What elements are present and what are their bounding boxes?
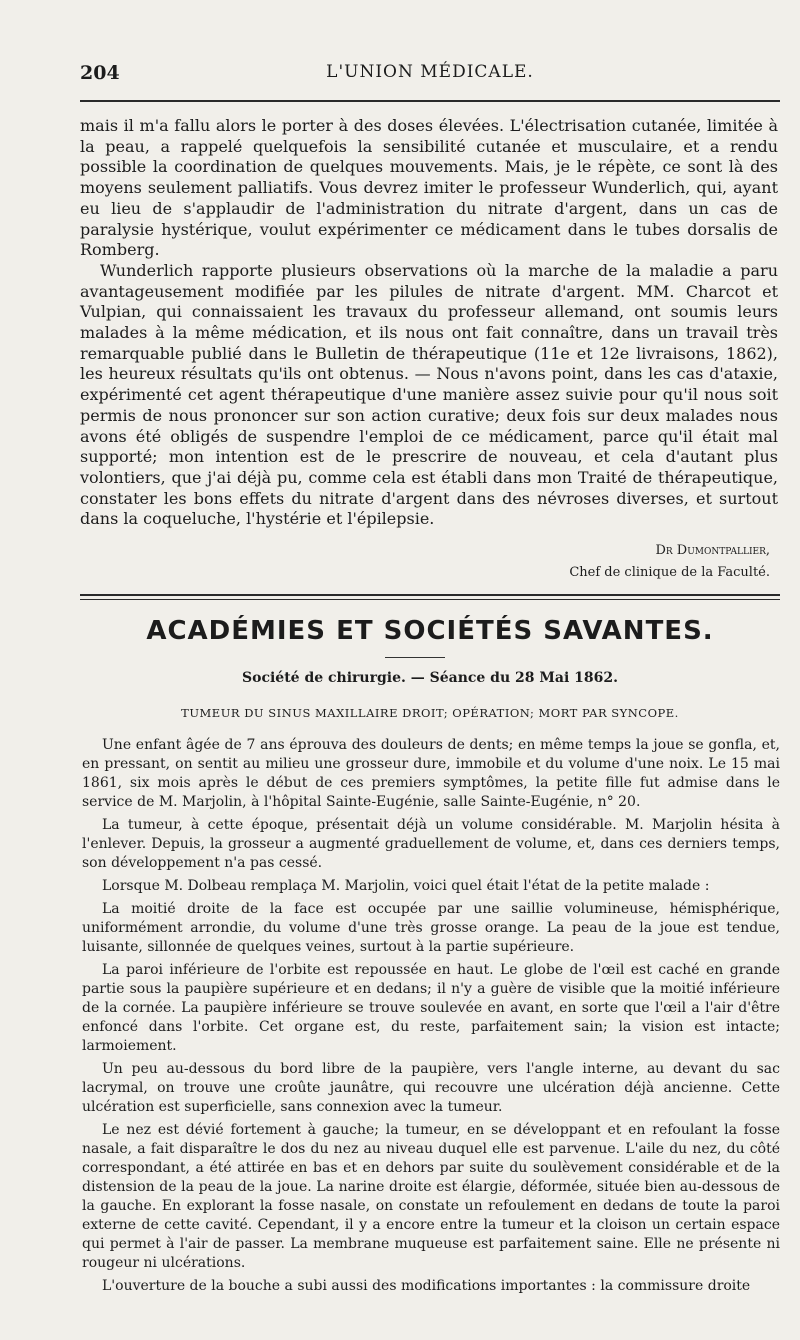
case-paragraph: La moitié droite de la face est occupée par une saillie volumineuse, hémisphérique, uniformément arrondie, du volume d'une très grosse orange. La peau de la joue est tendue, luisante, sillonnée de quelques veines, surtout à la partie supérieure.: [82, 901, 780, 955]
article-paragraph: Wunderlich rapporte plusieurs observations où la marche de la maladie a paru avantageusement modifiée par les pilules de nitrate d'argent. MM. Charcot et Vulpian, qui connaissaient les travaux du professeur allemand, ont soumis leurs malades à la même médication, et ils nous ont fait connaître, dans un travail très remarquable publié dans le Bulletin de thérapeutique (11e et 12e livraisons, 1862), les heureux résultats qu'ils ont obtenus. — Nous n'avons point, dans les cas d'ataxie, expérimenté cet agent thérapeutique d'une manière assez suivie pour qu'il nous soit permis de nous prononcer sur son action curative; deux fois sur deux malades nous avons été obligés de suspendre l'emploi de ce médicament, parce qu'il était mal supporté; mon intention est de le prescrire de nouveau, et cela d'autant plus volontiers, que j'ai déjà pu, comme cela est établi dans mon Traité de thérapeutique, constater les bons effets du nitrate d'argent dans des névroses diverses, et surtout dans la coqueluche, l'hystérie et l'épilepsie.: [80, 260, 778, 529]
case-paragraph: La paroi inférieure de l'orbite est repoussée en haut. Le globe de l'œil est caché en grande partie sous la paupière supérieure et en dedans; il n'y a guère de visible que la moitié inférieure de la cornée. La paupière inférieure se trouve soulevée en avant, en sorte que l'œil a l'air d'être enfoncé dans l'orbite. Cet organe est, du reste, parfaitement sain; la vision est intacte; larmoiement.: [82, 962, 780, 1054]
signature-name: Dr Dumontpallier,: [655, 543, 770, 558]
section-divider: [385, 657, 445, 658]
page-header: [80, 62, 780, 92]
section-title: ACADÉMIES ET SOCIÉTÉS SAVANTES.: [146, 616, 714, 646]
article-paragraph: mais il m'a fallu alors le porter à des doses élevées. L'électrisation cutanée, limitée à la peau, a rappelé quelquefois la sensibilité cutanée et musculaire, et a rendu possible la coordination de quelques mouvements. Mais, je le répète, ce sont là des moyens seulement palliatifs. Vous devrez imiter le professeur Wunderlich, qui, ayant eu lieu de s'applaudir de l'administration du nitrate d'argent, dans un cas de paralysie hystérique, voulut expérimenter ce médicament dans le tubes dorsalis de Romberg.: [80, 116, 778, 260]
signature-title: Chef de clinique de la Faculté.: [569, 565, 770, 580]
case-paragraph: Un peu au-dessous du bord libre de la paupière, vers l'angle interne, au devant du sac lacrymal, on trouve une croûte jaunâtre, qui recouvre une ulcération déjà ancienne. Cette ulcération est superficielle, sans connexion avec la tumeur.: [82, 1061, 780, 1115]
header-rule: [80, 100, 780, 102]
case-title: TUMEUR DU SINUS MAXILLAIRE DROIT; OPÉRATION; MORT PAR SYNCOPE.: [181, 706, 679, 720]
case-paragraph: L'ouverture de la bouche a subi aussi des modifications importantes : la commissure droite: [102, 1278, 751, 1294]
subsection-heading: Société de chirurgie. — Séance du 28 Mai 1862.: [242, 670, 618, 686]
page-number: 204: [80, 62, 120, 84]
case-paragraph: La tumeur, à cette époque, présentait déjà un volume considérable. M. Marjolin hésita à l'enlever. Depuis, la grosseur a augmenté graduellement de volume, et, dans ces derniers temps, son développement n'a pas cessé.: [82, 817, 780, 871]
section-rule-top: [80, 594, 780, 596]
running-title: L'UNION MÉDICALE.: [326, 62, 534, 82]
signature-block: [370, 540, 770, 584]
case-paragraph: Lorsque M. Dolbeau remplaça M. Marjolin, voici quel était l'état de la petite malade :: [102, 878, 710, 894]
case-paragraph: Une enfant âgée de 7 ans éprouva des douleurs de dents; en même temps la joue se gonfla, et, en pressant, on sentit au milieu une grosseur dure, immobile et du volume d'une noix. Le 15 mai 1861, six mois après le début de ces premiers symptômes, la petite fille fut admise dans le service de M. Marjolin, à l'hôpital Sainte-Eugénie, salle Sainte-Eugénie, n° 20.: [82, 737, 780, 810]
case-paragraph: Le nez est dévié fortement à gauche; la tumeur, en se développant et en refoulant la fosse nasale, a fait disparaître le dos du nez au niveau duquel elle est parvenue. L'aile du nez, du côté correspondant, a été attirée en bas et en dehors par suite du soulèvement considérable et de la distension de la peau de la joue. La narine droite est élargie, déformée, située bien au-dessous de la gauche. En explorant la fosse nasale, on constate un refoulement en dedans de toute la paroi externe de cette cavité. Cependant, il y a encore entre la tumeur et la cloison un certain espace qui permet à l'air de passer. La membrane muqueuse est parfaitement saine. Elle ne présente ni rougeur ni ulcérations.: [82, 1122, 780, 1271]
section-rule-bottom: [80, 599, 780, 600]
case-report: [82, 736, 780, 1300]
article-continuation: [80, 116, 778, 530]
